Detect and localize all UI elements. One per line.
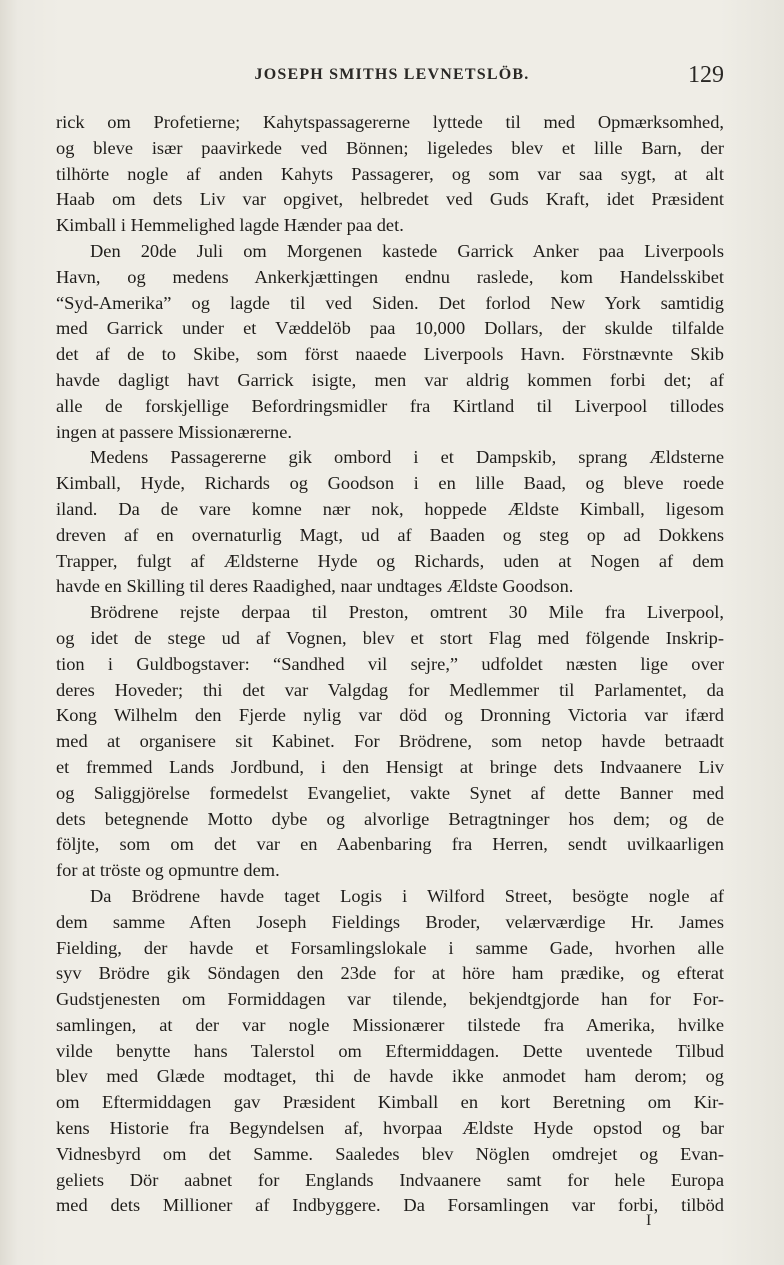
text-line: blev med Glæde modtaget, thi de havde ikke anmodet ham derom; og: [56, 1066, 724, 1087]
text-line: vilde benytte hans Talerstol om Eftermiddagen. Dette uventede Tilbud: [56, 1040, 724, 1061]
text-line: og idet de stege ud af Vognen, blev et stort Flag med fölgende Inskrip-: [56, 627, 724, 648]
text-line: ingen at passere Missionærerne.: [56, 421, 292, 442]
text-line: tion i Guldbogstaver: “Sandhed vil sejre,” udfoldet næsten lige over: [56, 653, 724, 674]
text-line: Haab om dets Liv var opgivet, helbredet ved Guds Kraft, idet Præsident: [56, 189, 724, 210]
text-line: havde en Skilling til deres Raadighed, naar undtages Ældste Goodson.: [56, 576, 574, 597]
text-line: med Garrick under et Væddelöb paa 10,000 Dollars, der skulde tilfalde: [56, 318, 724, 339]
text-line: havde dagligt havt Garrick isigte, men var aldrig kommen forbi det; af: [56, 369, 724, 390]
signature-mark: I: [646, 1212, 652, 1229]
text-line: dem samme Aften Joseph Fieldings Broder, velærværdige Hr. James: [56, 911, 724, 932]
text-line: om Eftermiddagen gav Præsident Kimball en kort Beretning om Kir-: [56, 1092, 724, 1113]
text-line: deres Hoveder; thi det var Valgdag for Medlemmer til Parlamentet, da: [56, 679, 724, 700]
text-line: det af de to Skibe, som först naaede Liverpools Havn. Förstnævnte Skib: [56, 344, 724, 365]
text-line: Gudstjenesten om Formiddagen var tilende, bekjendtgjorde han for For-: [56, 989, 724, 1010]
text-line: et fremmed Lands Jordbund, i den Hensigt at bringe dets Indvaanere Liv: [56, 756, 724, 777]
text-line: syv Brödre gik Söndagen den 23de for at höre ham prædike, og efterat: [56, 963, 724, 984]
text-line: og Saliggjörelse formedelst Evangeliet, vakte Synet af dette Banner med: [56, 782, 724, 803]
text-line: samlingen, at der var nogle Missionærer tilstede fra Amerika, hvilke: [56, 1014, 724, 1035]
text-line: Kimball, Hyde, Richards og Goodson i en lille Baad, og bleve roede: [56, 473, 724, 494]
text-line: og bleve især paavirkede ved Bönnen; ligeledes blev et lille Barn, der: [56, 137, 724, 158]
text-line: följte, som om det var en Aabenbaring fra Herren, sendt uvilkaarligen: [56, 834, 724, 855]
text-line: Medens Passagererne gik ombord i et Dampskib, sprang Ældsterne: [90, 447, 724, 468]
text-line: med at organisere sit Kabinet. For Brödrene, som netop havde betraadt: [56, 731, 724, 752]
running-title: JOSEPH SMITHS LEVNETSLÖB.: [254, 66, 530, 83]
text-line: rick om Profetierne; Kahytspassagererne lyttede til med Opmærksomhed,: [56, 112, 724, 132]
text-line: med dets Millioner af Indbyggere. Da Forsamlingen var forbi, tilböd: [56, 1195, 724, 1216]
text-line: kens Historie fra Begyndelsen af, hvorpaa Ældste Hyde opstod og bar: [56, 1118, 724, 1139]
text-line: “Syd-Amerika” og lagde til ved Siden. Det forlod New York samtidig: [56, 292, 724, 313]
text-line: tilhörte nogle af anden Kahyts Passagerer, og som var saa sygt, at alt: [56, 163, 724, 184]
text-line: Vidnesbyrd om det Samme. Saaledes blev Nöglen omdrejet og Evan-: [56, 1143, 724, 1164]
text-line: Trapper, fulgt af Ældsterne Hyde og Richards, uden at Nogen af dem: [56, 550, 724, 571]
text-line: Brödrene rejste derpaa til Preston, omtrent 30 Mile fra Liverpool,: [90, 602, 724, 623]
body-text: [56, 110, 724, 1219]
text-line: Kong Wilhelm den Fjerde nylig var död og Dronning Victoria var ifærd: [56, 705, 724, 726]
text-line: Den 20de Juli om Morgenen kastede Garrick Anker paa Liverpools: [90, 240, 724, 261]
text-line: alle de forskjellige Befordringsmidler fra Kirtland til Liverpool tillodes: [56, 395, 724, 416]
text-line: iland. Da de vare komne nær nok, hoppede Ældste Kimball, ligesom: [56, 498, 724, 519]
text-line: Havn, og medens Ankerkjættingen endnu raslede, kom Handelsskibet: [56, 266, 724, 287]
text-line: geliets Dör aabnet for Englands Indvaanere samt for hele Europa: [56, 1169, 724, 1190]
text-line: Da Brödrene havde taget Logis i Wilford Street, besögte nogle af: [90, 885, 724, 906]
running-head: [56, 62, 728, 96]
text-line: for at tröste og opmuntre dem.: [56, 860, 280, 881]
text-line: dets betegnende Motto dybe og alvorlige Betragtninger hos dem; og de: [56, 808, 724, 829]
text-line: dreven af en overnaturlig Magt, ud af Baaden og steg op ad Dokkens: [56, 524, 724, 545]
text-line: Kimball i Hemmelighed lagde Hænder paa det.: [56, 215, 404, 236]
text-line: Fielding, der havde et Forsamlingslokale i samme Gade, hvorhen alle: [56, 937, 724, 958]
page-number: 129: [688, 62, 724, 88]
